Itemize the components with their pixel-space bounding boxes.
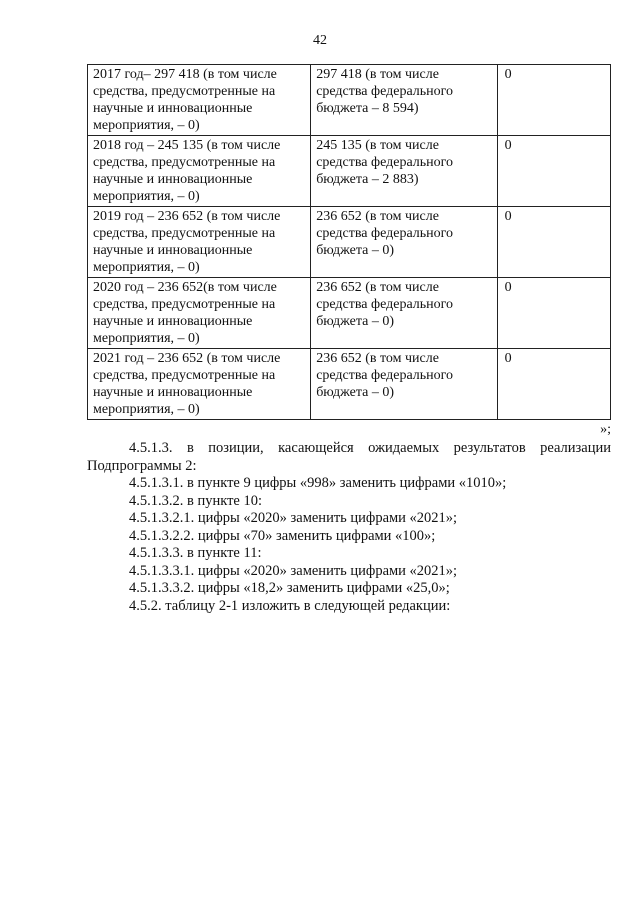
list-item: 4.5.1.3.1. в пункте 9 цифры «998» заменить цифрами «1010»; bbox=[129, 475, 507, 491]
list-item: 4.5.1.3.3.1. цифры «2020» заменить цифрами «2021»; bbox=[129, 562, 458, 579]
table-cell-other bbox=[497, 349, 610, 420]
table-cell-year-total bbox=[88, 349, 311, 420]
table-row bbox=[88, 349, 611, 420]
table-cell-year-total bbox=[88, 207, 311, 278]
table-row bbox=[88, 278, 611, 349]
cell-text: 236 652 (в том числе средства федерального бюджета – 0) bbox=[316, 209, 454, 258]
cell-text: 2021 год – 236 652 (в том числе средства, предусмотренные на научные и инновационные мероприятия, – 0) bbox=[93, 351, 281, 417]
table-row bbox=[88, 136, 611, 207]
table-cell-other bbox=[497, 136, 610, 207]
cell-text: 245 135 (в том числе средства федерального бюджета – 2 883) bbox=[316, 138, 454, 187]
table-cell-regional bbox=[311, 278, 497, 349]
cell-text: 0 bbox=[504, 280, 512, 295]
table-cell-other bbox=[497, 278, 610, 349]
list-item: 4.5.1.3.2.1. цифры «2020» заменить цифрами «2021»; bbox=[129, 510, 458, 526]
page-number: 42 bbox=[313, 33, 327, 48]
table-cell-regional bbox=[311, 136, 497, 207]
table-cell-other bbox=[497, 207, 610, 278]
list-item: 4.5.2. таблицу 2-1 изложить в следующей редакции: bbox=[129, 597, 451, 614]
table-closing-mark: »; bbox=[600, 422, 611, 437]
table-cell-year-total bbox=[88, 65, 311, 136]
table-cell-other bbox=[497, 65, 610, 136]
table-cell-year-total bbox=[88, 278, 311, 349]
list-item: 4.5.1.3.3. в пункте 11: bbox=[129, 545, 262, 561]
document-body bbox=[87, 440, 611, 615]
cell-text: 2017 год– 297 418 (в том числе средства, предусмотренные на научные и инновационные мероприятия, – 0) bbox=[93, 67, 277, 133]
cell-text: 2019 год – 236 652 (в том числе средства, предусмотренные на научные и инновационные мероприятия, – 0) bbox=[93, 209, 281, 275]
paragraph-results-heading: 4.5.1.3. в позиции, касающейся ожидаемых результатов реализации bbox=[129, 440, 611, 456]
table-cell-regional bbox=[311, 349, 497, 420]
table-row bbox=[88, 65, 611, 136]
cell-text: 0 bbox=[504, 351, 512, 366]
cell-text: 0 bbox=[504, 67, 512, 82]
table-row bbox=[88, 207, 611, 278]
list-item: 4.5.1.3.2.2. цифры «70» заменить цифрами «100»; bbox=[129, 527, 436, 544]
table-cell-regional bbox=[311, 207, 497, 278]
cell-text: 297 418 (в том числе средства федерального бюджета – 8 594) bbox=[316, 67, 454, 116]
cell-text: 236 652 (в том числе средства федерального бюджета – 0) bbox=[316, 280, 454, 329]
list-item: 4.5.1.3.2. в пункте 10: bbox=[129, 492, 263, 509]
table-cell-regional bbox=[311, 65, 497, 136]
cell-text: 0 bbox=[504, 138, 512, 153]
funding-table bbox=[87, 64, 611, 420]
paragraph-results-heading-cont: Подпрограммы 2: bbox=[87, 457, 197, 474]
cell-text: 236 652 (в том числе средства федерального бюджета – 0) bbox=[316, 351, 454, 400]
cell-text: 2020 год – 236 652(в том числе средства, предусмотренные на научные и инновационные мероприятия, – 0) bbox=[93, 280, 277, 346]
cell-text: 0 bbox=[504, 209, 512, 224]
table-cell-year-total bbox=[88, 136, 311, 207]
cell-text: 2018 год – 245 135 (в том числе средства, предусмотренные на научные и инновационные мероприятия, – 0) bbox=[93, 138, 281, 204]
list-item: 4.5.1.3.3.2. цифры «18,2» заменить цифрами «25,0»; bbox=[129, 580, 450, 596]
